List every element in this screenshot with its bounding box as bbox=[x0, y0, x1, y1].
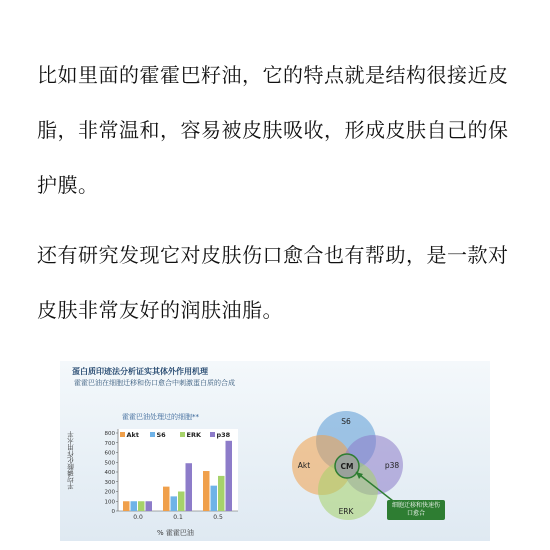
x-tick-label-0: 0.0 bbox=[133, 514, 143, 521]
x-tick-label-1: 0.1 bbox=[173, 514, 183, 521]
venn-label-p38: p38 bbox=[384, 461, 400, 470]
legend-label-erk: ERK bbox=[186, 430, 201, 439]
y-tick-label-1: 100 bbox=[104, 499, 115, 506]
y-tick-label-0: 0 bbox=[111, 509, 115, 515]
venn-callout: 细胞迁移和快速伤口愈合 bbox=[387, 500, 445, 520]
legend-label-s6: S6 bbox=[156, 430, 166, 439]
paragraph-2: 还有研究发现它对皮肤伤口愈合也有帮助，是一款对皮肤非常友好的润肤油脂。 bbox=[37, 243, 509, 322]
chart-title: 霍霍巴油处理过的细胞** bbox=[122, 413, 199, 421]
figure-subtitle: 霍霍巴油在细胞迁移和伤口愈合中刺激蛋白质的合成 bbox=[74, 379, 235, 387]
research-figure bbox=[60, 361, 490, 541]
x-axis-label: % 霍霍巴油 bbox=[157, 529, 194, 537]
legend-label-akt: Akt bbox=[126, 430, 139, 439]
y-tick-label-5: 500 bbox=[104, 460, 115, 467]
y-axis-label: 平均磷酸化作用水平 bbox=[67, 431, 75, 490]
venn-label-akt: Akt bbox=[297, 461, 311, 470]
y-tick-label-6: 600 bbox=[104, 450, 115, 457]
x-tick-label-2: 0.5 bbox=[213, 514, 223, 521]
y-tick-label-3: 300 bbox=[104, 479, 115, 486]
legend-label-p38: p38 bbox=[216, 430, 231, 439]
paragraph-1: 比如里面的霍霍巴籽油，它的特点就是结构很接近皮脂，非常温和，容易被皮肤吸收，形成皮肤自己的保护膜。 bbox=[37, 63, 509, 197]
figure-title: 蛋白质印迹法分析证实其体外作用机理 bbox=[72, 367, 208, 376]
venn-label-erk: ERK bbox=[338, 507, 354, 516]
y-tick-label-7: 700 bbox=[104, 440, 115, 447]
venn-label-s6: S6 bbox=[341, 417, 351, 426]
y-tick-label-2: 200 bbox=[104, 489, 115, 496]
y-tick-label-8: 800 bbox=[104, 431, 115, 437]
venn-center-label: CM bbox=[340, 462, 354, 471]
y-tick-label-4: 400 bbox=[104, 470, 115, 476]
